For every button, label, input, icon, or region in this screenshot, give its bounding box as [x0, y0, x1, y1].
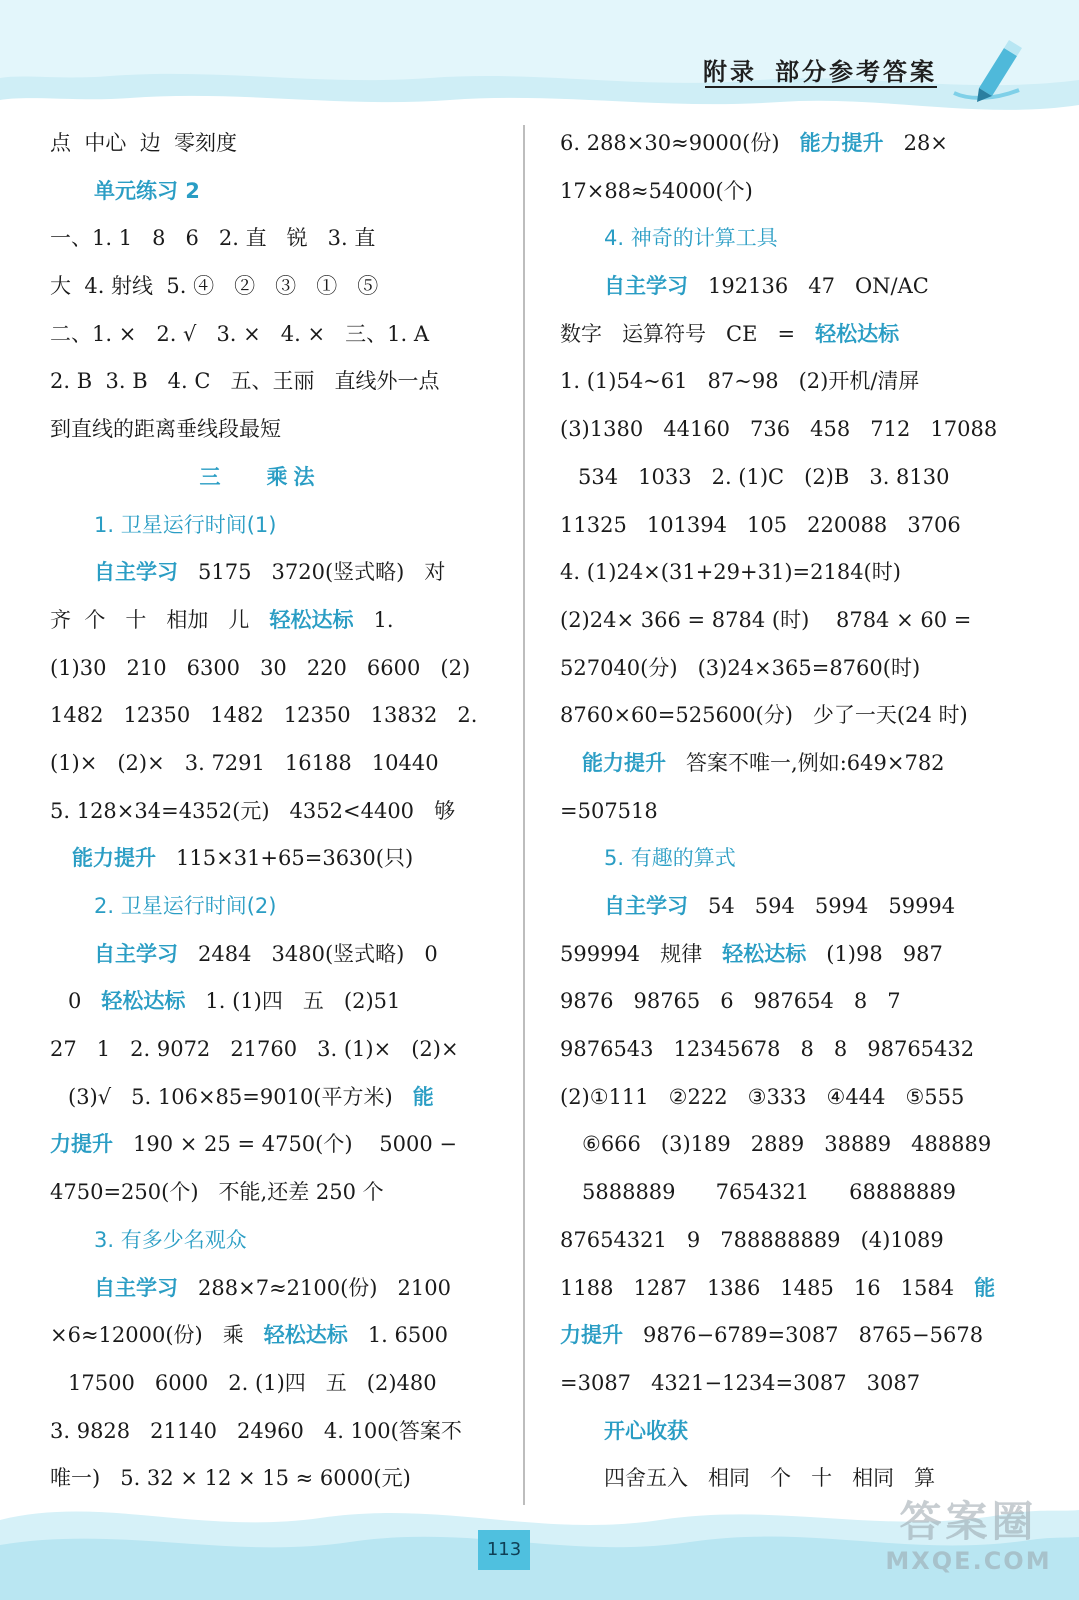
text-line: 3. 9828 21140 24960 4. 100(答案不	[50, 1418, 462, 1443]
text-line: 二、1. × 2. √ 3. × 4. × 三、1. A	[50, 321, 429, 346]
text-seg: 齐 个 十 相加 儿	[50, 607, 270, 632]
text-seg: 9876−6789=3087 8765−5678	[623, 1323, 984, 1348]
label-zizhu: 自主学习	[604, 274, 688, 299]
text-line	[50, 1265, 470, 1313]
label-nengli: 能力提升	[582, 750, 666, 775]
label-nengli: 能力提升	[72, 846, 156, 871]
text-line: 1. (1)54~61 87~98 (2)开机/清屏	[560, 369, 920, 394]
label-zizhu: 自主学习	[94, 941, 178, 966]
label-nengli-end: 力提升	[560, 1323, 623, 1348]
text-line: 2. B 3. B 4. C 五、王丽 直线外一点	[50, 369, 440, 394]
text-seg: 0	[68, 989, 102, 1014]
text-line: 527040(分) (3)24×365=8760(时)	[560, 655, 921, 680]
text-seg: 5175 3720(竖式略) 对	[178, 560, 446, 585]
text-line	[560, 120, 995, 168]
text-line: 17×88≈54000(个)	[560, 178, 753, 203]
text-line: 4750=250(个) 不能,还差 250 个	[50, 1180, 384, 1205]
text-line	[50, 549, 470, 597]
label-nengli: 能力提升	[799, 131, 884, 155]
text-line	[50, 597, 470, 645]
text-seg: 1.	[353, 607, 394, 632]
label-qingsong: 轻松达标	[101, 989, 186, 1014]
text-line: (2)①111 ②222 ③333 ④444 ⑤555	[560, 1084, 965, 1109]
text-line: 27 1 2. 9072 21760 3. (1)× (2)×	[50, 1037, 459, 1062]
text-line: ⑥666 (3)189 2889 38889 488889	[582, 1132, 992, 1157]
text-seg: 1. 6500	[347, 1323, 448, 1348]
text-line: 点 中心 边 零刻度	[50, 131, 238, 155]
text-seg: 599994 规律	[560, 941, 723, 966]
text-line	[560, 931, 995, 979]
text-seg: 1. (1)四 五 (2)51	[185, 989, 401, 1014]
label-qingsong: 轻松达标	[815, 321, 900, 346]
text-line: 8760×60=525600(分) 少了一天(24 时)	[560, 703, 968, 728]
lesson-title: 2. 卫星运行时间(2)	[94, 894, 277, 918]
text-seg: 1188 1287 1386 1485 16 1584	[560, 1275, 975, 1300]
lesson-title: 3. 有多少名观众	[94, 1227, 247, 1252]
section-heading: 开心收获	[604, 1418, 688, 1443]
text-line: 534 1033 2. (1)C (2)B 3. 8130	[578, 464, 950, 489]
header-underline	[705, 86, 937, 88]
label-zizhu: 自主学习	[94, 1275, 178, 1300]
text-line	[560, 1265, 995, 1313]
text-line: 9876543 12345678 8 8 98765432	[560, 1037, 975, 1062]
text-line: 四舍五入 相同 个 十 相同 算	[604, 1466, 936, 1491]
label-nengli-start: 能	[412, 1084, 434, 1109]
right-column	[560, 120, 998, 1503]
text-seg: 115×31+65=3630(只)	[156, 846, 414, 871]
text-line: (3)1380 44160 736 458 712 17088	[560, 417, 998, 442]
text-seg: 192136 47 ON/AC	[688, 274, 929, 299]
text-seg: 54 594 5994 59994	[688, 894, 956, 918]
text-seg: 28×	[883, 131, 948, 155]
text-line: 一、1. 1 8 6 2. 直 锐 3. 直	[50, 226, 376, 251]
text-line: 大 4. 射线 5. ④ ② ③ ① ⑤	[50, 274, 379, 299]
text-line: 唯一) 5. 32 × 12 × 15 ≈ 6000(元)	[50, 1466, 411, 1491]
header-part1: 附录	[703, 58, 757, 86]
text-line: 5. 128×34=4352(元) 4352<4400 够	[50, 798, 456, 823]
text-line: (1)× (2)× 3. 7291 16188 10440	[50, 750, 439, 775]
text-seg: 6. 288×30≈9000(份)	[560, 131, 800, 155]
text-line	[560, 311, 995, 359]
text-line: 9876 98765 6 987654 8 7	[560, 989, 901, 1014]
chapter-title: 三 乘法	[199, 464, 321, 489]
site-watermark	[876, 1498, 1061, 1586]
watermark-bottom: MXQE.COM	[885, 1547, 1052, 1575]
text-line	[560, 740, 995, 788]
text-seg: 答案不唯一,例如:649×782	[666, 750, 945, 775]
left-column	[50, 120, 478, 1503]
label-nengli-end: 力提升	[50, 1132, 113, 1157]
label-zizhu: 自主学习	[94, 560, 178, 585]
text-line: =3087 4321−1234=3087 3087	[560, 1370, 921, 1395]
header-part2: 部分参考答案	[775, 58, 937, 86]
text-line: 11325 101394 105 220088 3706	[560, 512, 961, 537]
text-line: =507518	[560, 798, 658, 823]
text-line: 87654321 9 788888889 (4)1089	[560, 1227, 944, 1252]
lesson-title: 5. 有趣的算式	[604, 846, 736, 871]
lesson-title: 1. 卫星运行时间(1)	[94, 512, 277, 537]
text-line: 到直线的距离垂线段最短	[50, 417, 281, 442]
text-seg: 288×7≈2100(份) 2100	[178, 1275, 451, 1300]
label-qingsong: 轻松达标	[263, 1323, 348, 1348]
text-line	[50, 1312, 470, 1360]
text-line: 4. (1)24×(31+29+31)=2184(时)	[560, 560, 901, 585]
text-line	[560, 883, 995, 931]
lesson-title: 4. 神奇的计算工具	[604, 226, 778, 251]
text-line: (2)24× 366 = 8784 (时) 8784 × 60 =	[560, 607, 972, 632]
text-seg: 数字 运算符号 CE =	[560, 321, 816, 346]
label-zizhu: 自主学习	[604, 894, 688, 918]
text-line	[50, 1074, 470, 1122]
text-seg: (3)√ 5. 106×85=9010(平方米)	[68, 1084, 413, 1109]
watermark-top: 答案圈	[899, 1497, 1038, 1546]
text-line: 5888889 7654321 68888889	[582, 1180, 957, 1205]
text-line	[560, 1312, 995, 1360]
text-line	[50, 931, 470, 979]
text-line: 17500 6000 2. (1)四 五 (2)480	[68, 1370, 437, 1395]
text-line	[560, 263, 995, 311]
text-line	[50, 1121, 470, 1169]
text-seg: (1)98 987	[806, 941, 943, 966]
text-seg: 2484 3480(竖式略) 0	[178, 941, 438, 966]
text-seg: 190 × 25 = 4750(个) 5000 −	[113, 1132, 457, 1157]
text-seg: ×6≈12000(份) 乘	[50, 1323, 264, 1348]
text-line	[50, 835, 470, 883]
text-line	[50, 978, 470, 1026]
label-nengli-start: 能	[974, 1275, 996, 1300]
page-number: 113	[478, 1530, 530, 1570]
column-divider	[523, 125, 525, 1505]
section-heading: 单元练习 2	[94, 178, 200, 203]
text-line: (1)30 210 6300 30 220 6600 (2)	[50, 655, 471, 680]
header-title	[703, 52, 937, 87]
pencil-icon	[949, 38, 1039, 108]
label-qingsong: 轻松达标	[269, 607, 354, 632]
label-qingsong: 轻松达标	[722, 941, 807, 966]
text-line: 1482 12350 1482 12350 13832 2.	[50, 703, 478, 728]
